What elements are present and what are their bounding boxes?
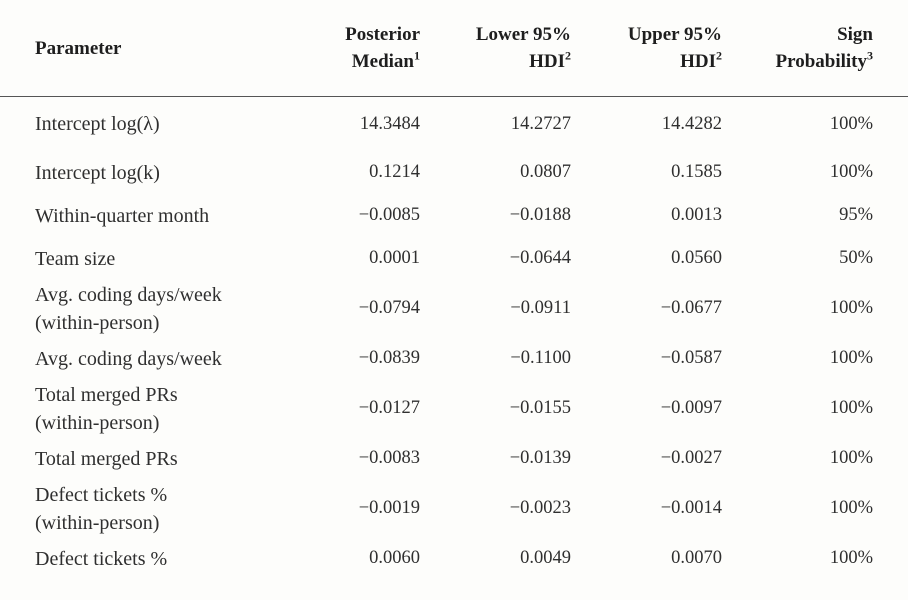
header-lower-hdi: Lower 95% HDI$^2$	[425, 0, 576, 97]
cell-lower-hdi: −0.0911	[510, 298, 571, 318]
cell-sign-probability: 100%	[829, 162, 873, 182]
cell-parameter	[0, 437, 290, 480]
cell-lower-hdi: −0.0188	[509, 205, 571, 225]
cell-lower-hdi: −0.0155	[509, 398, 571, 418]
cell-parameter	[0, 337, 290, 380]
cell-parameter	[0, 280, 290, 337]
table-row	[0, 237, 908, 280]
cell-posterior-median: −0.0083	[358, 448, 420, 468]
cell-parameter	[0, 194, 290, 237]
table-row	[0, 151, 908, 194]
cell-upper-hdi: −0.0587	[660, 348, 722, 368]
header-posterior-median: Posterior Median$^1$	[290, 0, 425, 97]
cell-sign-probability: 100%	[829, 498, 873, 518]
cell-posterior-median: 0.1214	[369, 162, 420, 182]
table-header-row	[0, 0, 908, 97]
parameter-name: Avg. coding days/week	[35, 347, 222, 370]
cell-posterior-median: 0.0060	[369, 548, 420, 568]
cell-posterior-median: 14.3484	[359, 113, 420, 134]
cell-parameter	[0, 151, 290, 194]
cell-upper-hdi: 0.0013	[671, 205, 722, 225]
parameter-name: Total merged PRs	[35, 447, 178, 470]
cell-upper-hdi: 0.1585	[671, 162, 722, 182]
cell-posterior-median: −0.0794	[358, 298, 420, 318]
parameter-qualifier: (within-person)	[35, 511, 160, 534]
cell-sign-probability: 50%	[839, 248, 873, 268]
cell-posterior-median: −0.0085	[358, 205, 420, 225]
cell-upper-hdi: −0.0014	[660, 498, 722, 518]
parameter-qualifier: (within-person)	[35, 411, 160, 434]
header-sign-probability: Sign Probability$^3$	[727, 0, 908, 97]
table-body	[0, 97, 908, 581]
cell-posterior-median: −0.0019	[358, 498, 420, 518]
cell-parameter	[0, 537, 290, 580]
cell-sign-probability: 100%	[829, 298, 873, 318]
cell-posterior-median: −0.0839	[358, 348, 420, 368]
parameter-name: Defect tickets %	[35, 483, 168, 506]
table-row	[0, 480, 908, 537]
header-upper-hdi: Upper 95% HDI$^2$	[576, 0, 727, 97]
cell-parameter	[0, 97, 290, 152]
cell-parameter	[0, 380, 290, 437]
cell-lower-hdi: 0.0807	[520, 162, 571, 182]
cell-sign-probability: 100%	[829, 448, 873, 468]
table-row	[0, 280, 908, 337]
table-row	[0, 537, 908, 580]
cell-parameter	[0, 237, 290, 280]
cell-sign-probability: 95%	[839, 205, 873, 225]
cell-lower-hdi: −0.0139	[509, 448, 571, 468]
table-row	[0, 194, 908, 237]
cell-upper-hdi: −0.0677	[660, 298, 722, 318]
parameter-name: Within-quarter month	[35, 204, 210, 227]
parameter-name: Team size	[35, 247, 116, 270]
parameter-name: Defect tickets %	[35, 547, 168, 570]
table-row	[0, 97, 908, 152]
cell-upper-hdi: −0.0097	[660, 398, 722, 418]
cell-upper-hdi: 0.0070	[671, 548, 722, 568]
header-parameter: Parameter	[0, 0, 290, 97]
table-row	[0, 380, 908, 437]
table-row	[0, 437, 908, 480]
cell-sign-probability: 100%	[829, 348, 873, 368]
cell-sign-probability: 100%	[829, 113, 873, 134]
cell-upper-hdi: 14.4282	[661, 113, 722, 134]
parameter-name: Intercept log(k)	[35, 161, 160, 184]
table-row	[0, 337, 908, 380]
parameter-name: Avg. coding days/week	[35, 283, 222, 306]
cell-parameter	[0, 480, 290, 537]
cell-lower-hdi: −0.0023	[509, 498, 571, 518]
cell-sign-probability: 100%	[829, 548, 873, 568]
parameter-name: Intercept log(λ)	[35, 113, 160, 135]
cell-lower-hdi: −0.1100	[510, 348, 571, 368]
cell-posterior-median: 0.0001	[369, 248, 420, 268]
cell-sign-probability: 100%	[829, 398, 873, 418]
cell-lower-hdi: 14.2727	[510, 113, 571, 134]
parameter-qualifier: (within-person)	[35, 311, 160, 334]
parameter-name: Total merged PRs	[35, 383, 178, 406]
cell-upper-hdi: −0.0027	[660, 448, 722, 468]
cell-lower-hdi: 0.0049	[520, 548, 571, 568]
cell-lower-hdi: −0.0644	[509, 248, 571, 268]
cell-posterior-median: −0.0127	[358, 398, 420, 418]
cell-upper-hdi: 0.0560	[671, 248, 722, 268]
